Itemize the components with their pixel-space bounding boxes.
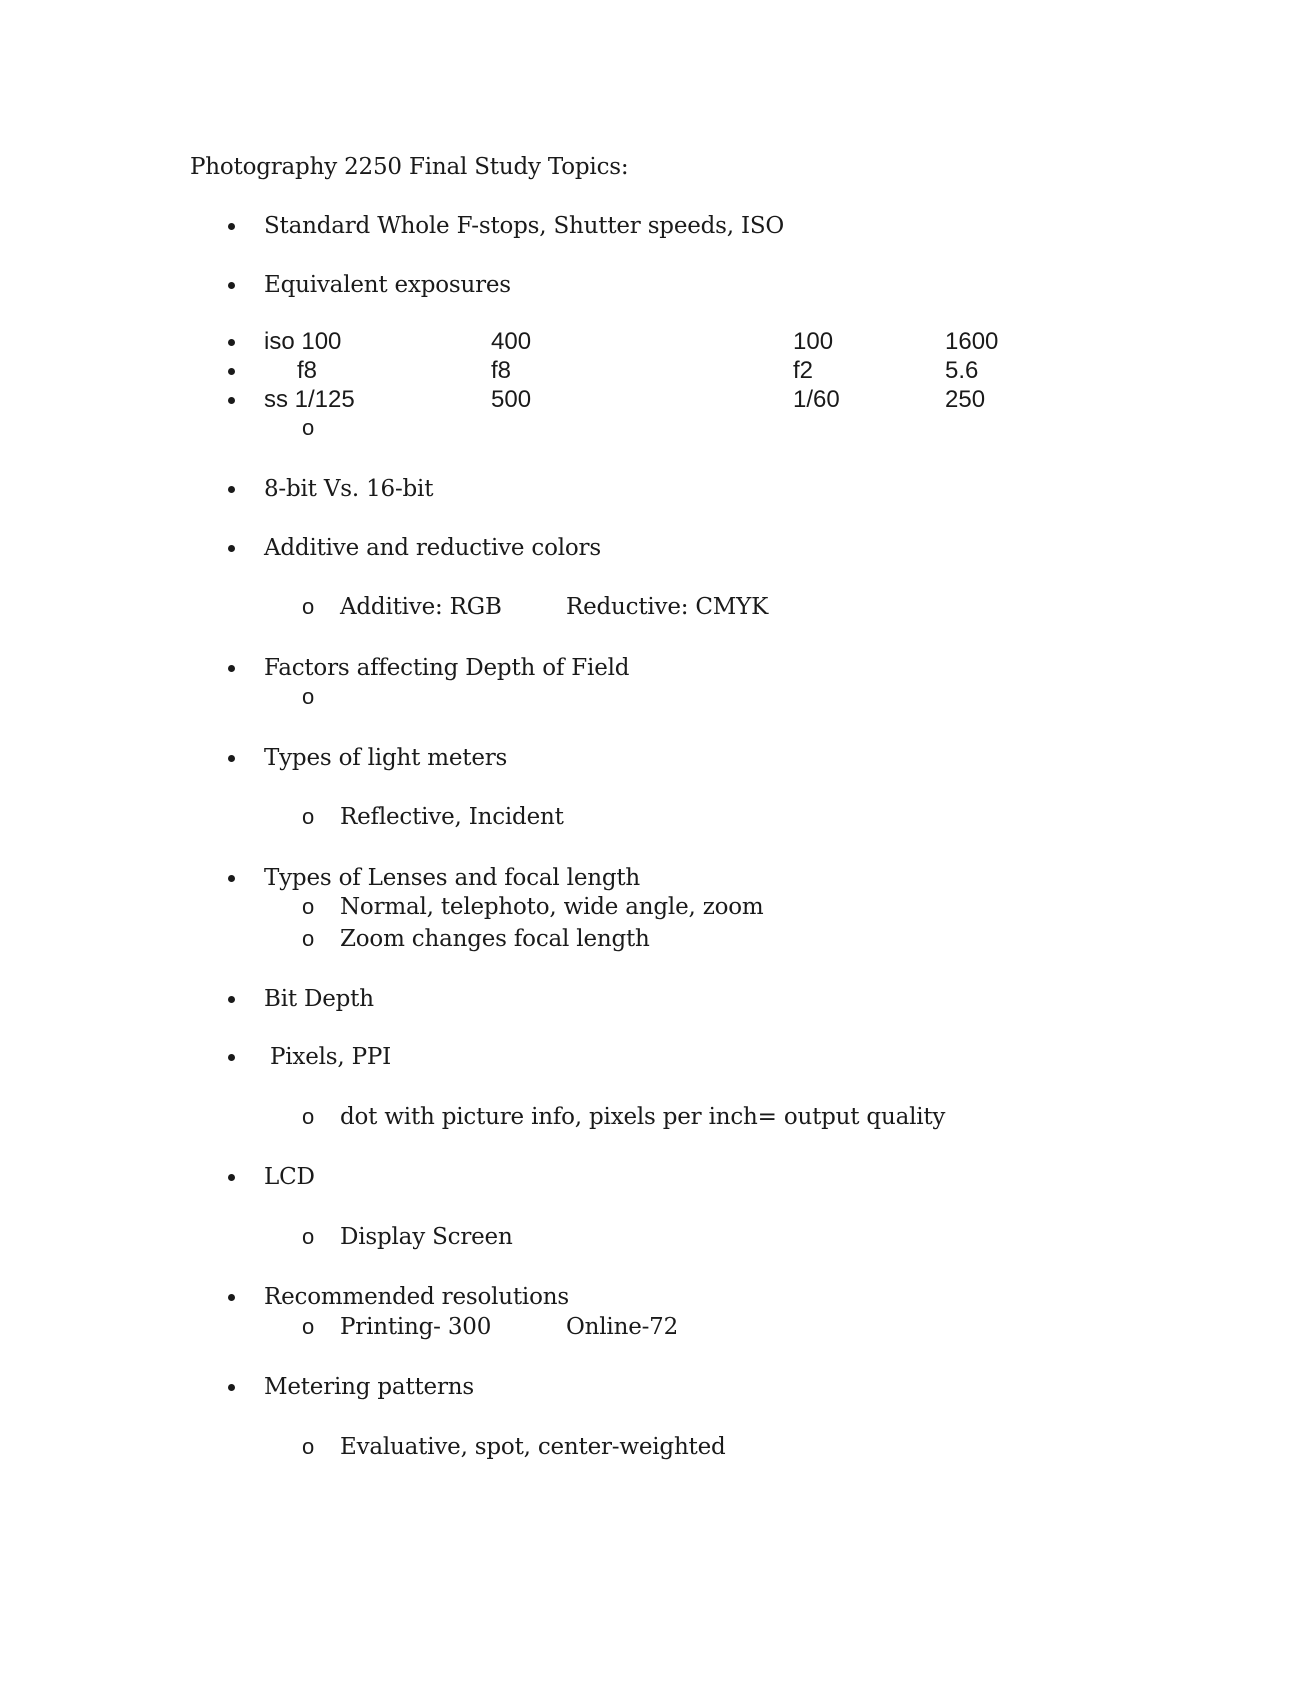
- sub-bullet-icon: o: [302, 804, 315, 829]
- shutter-value: 1/60: [793, 386, 840, 413]
- iso-value: 100: [793, 328, 834, 355]
- shutter-label: ss 1/125: [264, 386, 355, 413]
- iso-label: iso 100: [264, 328, 342, 355]
- bullet-icon: [228, 223, 235, 230]
- fstop-value: 5.6: [945, 357, 979, 384]
- bullet-icon: [228, 339, 235, 346]
- lcd-detail: Display Screen: [340, 1224, 513, 1250]
- colors-reductive: Reductive: CMYK: [566, 594, 769, 620]
- iso-value: 1600: [945, 328, 999, 355]
- topic-equivalent-exposures: Equivalent exposures: [264, 272, 511, 298]
- fstop-value: f8: [491, 357, 512, 384]
- res-online: Online-72: [566, 1314, 679, 1340]
- topic-lcd: LCD: [264, 1164, 315, 1190]
- bullet-icon: [228, 282, 235, 289]
- shutter-value: 500: [491, 386, 532, 413]
- document-title: Photography 2250 Final Study Topics:: [190, 154, 629, 180]
- res-printing: Printing- 300: [340, 1314, 492, 1340]
- sub-bullet-icon: o: [302, 1104, 315, 1129]
- bullet-icon: [228, 755, 235, 762]
- topic-fstops: Standard Whole F-stops, Shutter speeds, ISO: [264, 213, 785, 239]
- shutter-value: 250: [945, 386, 986, 413]
- topic-bit-depth: Bit Depth: [264, 986, 374, 1012]
- bullet-icon: [228, 1054, 235, 1061]
- bullet-icon: [228, 665, 235, 672]
- bullet-icon: [228, 397, 235, 404]
- bullet-icon: [228, 486, 235, 493]
- fstop-label: f8: [297, 357, 318, 384]
- bullet-icon: [228, 1384, 235, 1391]
- lenses-detail-1: Normal, telephoto, wide angle, zoom: [340, 894, 764, 920]
- meters-detail: Reflective, Incident: [340, 804, 564, 830]
- sub-bullet-icon: o: [302, 926, 315, 951]
- sub-bullet-icon: o: [302, 1224, 315, 1249]
- fstop-value: f2: [793, 357, 814, 384]
- sub-bullet-icon: o: [302, 684, 315, 709]
- topic-lenses: Types of Lenses and focal length: [264, 865, 641, 891]
- topic-colors: Additive and reductive colors: [264, 535, 601, 561]
- topic-pixels-ppi: Pixels, PPI: [270, 1044, 392, 1070]
- topic-light-meters: Types of light meters: [264, 745, 508, 771]
- lenses-detail-2: Zoom changes focal length: [340, 926, 650, 952]
- colors-additive: Additive: RGB: [340, 594, 502, 620]
- sub-bullet-icon: o: [302, 894, 315, 919]
- metering-detail: Evaluative, spot, center-weighted: [340, 1434, 726, 1460]
- bullet-icon: [228, 875, 235, 882]
- sub-bullet-icon: o: [302, 1434, 315, 1459]
- bullet-icon: [228, 996, 235, 1003]
- bullet-icon: [228, 368, 235, 375]
- topic-8bit-vs-16bit: 8-bit Vs. 16-bit: [264, 476, 434, 502]
- sub-bullet-icon: o: [302, 1314, 315, 1339]
- sub-bullet-icon: o: [302, 415, 315, 440]
- topic-depth-of-field: Factors affecting Depth of Field: [264, 655, 630, 681]
- bullet-icon: [228, 1174, 235, 1181]
- bullet-icon: [228, 1294, 235, 1301]
- topic-resolutions: Recommended resolutions: [264, 1284, 569, 1310]
- pixels-detail: dot with picture info, pixels per inch= output quality: [340, 1104, 946, 1130]
- bullet-icon: [228, 545, 235, 552]
- topic-metering: Metering patterns: [264, 1374, 474, 1400]
- sub-bullet-icon: o: [302, 594, 315, 619]
- iso-value: 400: [491, 328, 532, 355]
